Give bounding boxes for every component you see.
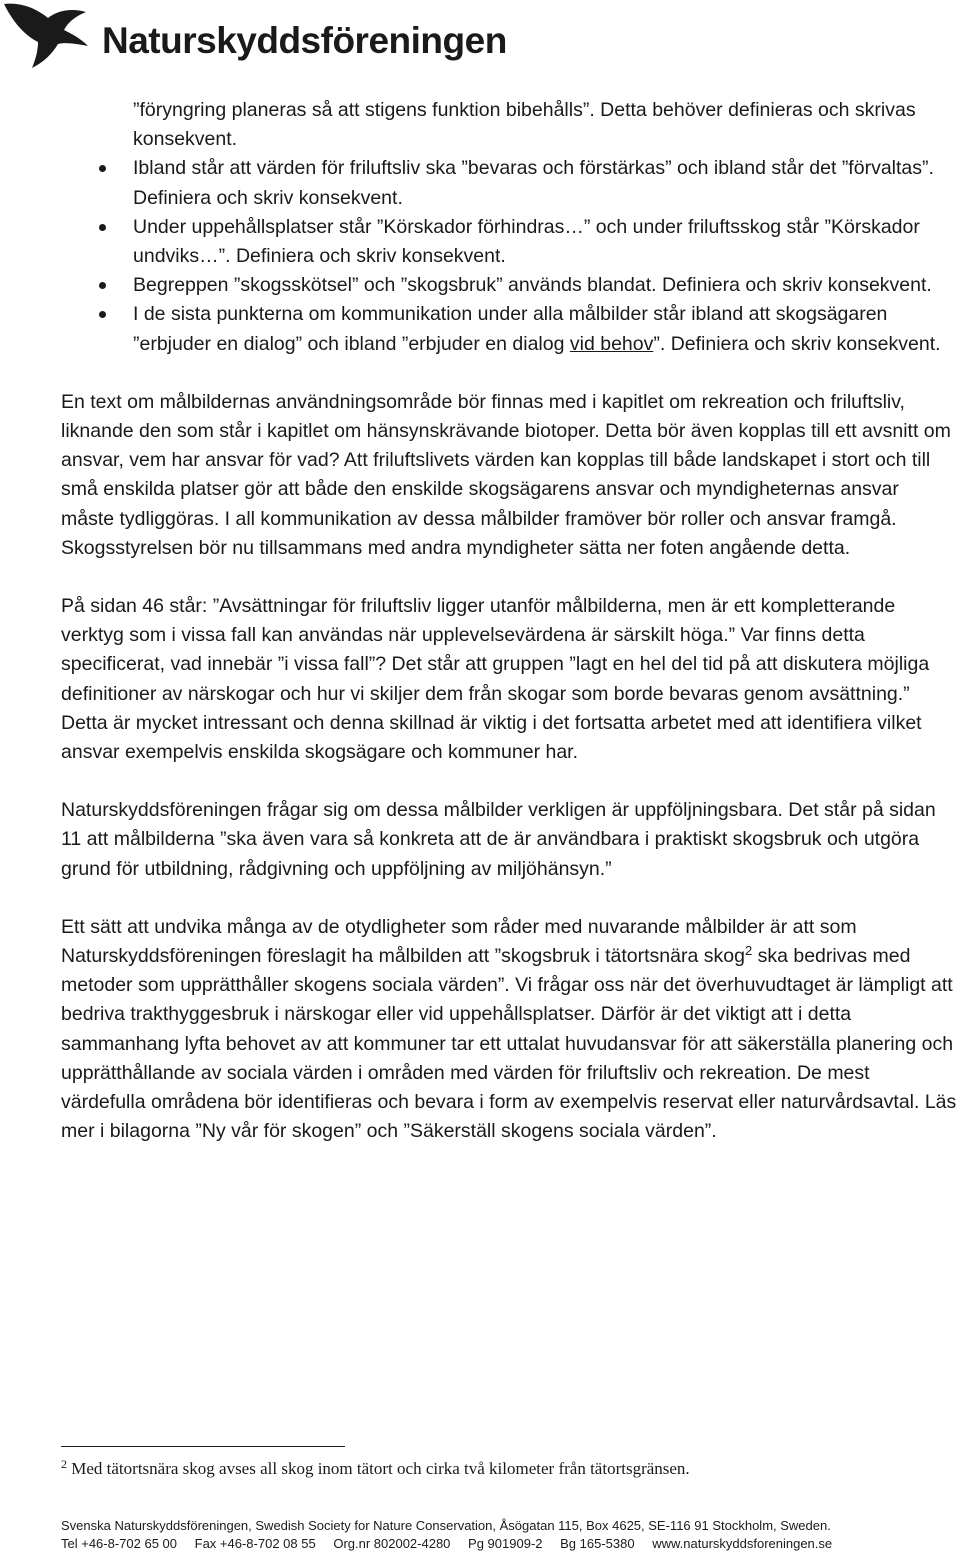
footer-tel: Tel +46-8-702 65 00 — [61, 1536, 178, 1551]
page-footer — [61, 1517, 951, 1553]
footnote-divider — [61, 1446, 345, 1447]
bullet-icon — [99, 311, 106, 318]
list-item — [61, 300, 957, 358]
footer-org: Org.nr 802002-4280 — [333, 1536, 451, 1551]
list-item-text: I de sista punkterna om kommunikation under alla målbilder står ibland att skogsägaren ”erbjuder en dialog” och ibland ”erbjuder en dialog — [133, 303, 888, 355]
footer-contact — [61, 1535, 951, 1553]
list-item-text: ”. Definiera och skriv konsekvent. — [653, 332, 941, 355]
list-item — [61, 271, 957, 300]
list-item-text: Ibland står att värden för friluftsliv ska ”bevaras och förstärkas” och ibland står det ”förvaltas”. Definiera och skriv konsekvent. — [133, 157, 934, 209]
paragraph: En text om målbildernas användningsområde bör finnas med i kapitlet om rekreation och friluftsliv, liknande den som står i kapitlet om hänsynskrävande biotoper. Detta bör även kopplas till ett avsnitt om ansvar, vem har ansvar för vad? Att friluftslivets värden kan kopplas till både landskapet i stort och till små enskilda platser gör att både den enskilde skogsägarens ansvar och myndigheternas ansvar måste tydliggöras. I all kommunikation av dessa målbilder framöver bör roller och ansvar framgå. Skogsstyrelsen bör nu tillsammans med andra myndigheter sätta ner foten angående detta. — [61, 390, 951, 559]
footnote — [61, 1458, 941, 1480]
page-header — [0, 0, 960, 80]
footer-website-link[interactable]: www.naturskyddsforeningen.se — [652, 1536, 833, 1551]
logo-wordmark: Naturskyddsföreningen — [102, 20, 507, 61]
footnote-number: 2 — [61, 1457, 67, 1471]
footer-bg: Bg 165-5380 — [560, 1536, 635, 1551]
bullet-icon — [99, 224, 106, 231]
bird-logo-icon — [2, 0, 92, 70]
paragraph: På sidan 46 står: ”Avsättningar för friluftsliv ligger utanför målbilderna, men är ett kompletterande verktyg som i vissa fall kan användas när upplevelsevärdena är särskilt höga.” Var finns detta specificerat, vad innebär ”i vissa fall”? Det står att gruppen ”lagt en hel del tid på att diskutera möjliga definitioner av närskogar och hur vi skiljer dem från skogar som borde bevaras genom avsättning.” Detta är mycket intressant och denna skillnad är viktig i det fortsatta arbetet med att identifiera vilket ansvar exempelvis enskilda skogsägare och kommuner har. — [61, 595, 930, 764]
list-item — [61, 213, 957, 271]
document-body — [61, 96, 957, 1147]
footnote-reference[interactable]: 2 — [744, 943, 753, 959]
list-item — [61, 96, 957, 154]
paragraph — [61, 913, 957, 1147]
list-item — [61, 154, 957, 212]
paragraph: Naturskyddsföreningen frågar sig om dessa målbilder verkligen är uppföljningsbara. Det står på sidan 11 att målbilderna ”ska även vara så konkreta att de är användbara i praktiskt skogsbruk och utgöra grund för utbildning, rådgivning och uppföljning av miljöhänsyn.” — [61, 799, 936, 880]
list-item-text: Begreppen ”skogsskötsel” och ”skogsbruk” används blandat. Definiera och skriv konsekvent. — [133, 274, 932, 297]
paragraph-text: Ett sätt att undvika många av de otydligheter som råder med nuvarande målbilder är att som Naturskyddsföreningen föreslagit ha målbilden att ”skogsbruk i tätortsnära skog — [61, 915, 857, 968]
footer-fax: Fax +46-8-702 08 55 — [194, 1536, 316, 1551]
list-item-text: Under uppehållsplatser står ”Körskador förhindras…” och under friluftsskog står ”Körskador undviks…”. Definiera och skriv konsekvent. — [133, 215, 920, 268]
footnote-text: Med tätortsnära skog avses all skog inom tätort och cirka två kilometer från tätortsgränsen. — [71, 1459, 690, 1478]
bullet-icon — [99, 165, 106, 172]
footer-pg: Pg 901909-2 — [468, 1536, 543, 1551]
paragraph-text: ska bedrivas med metoder som upprätthåller skogens sociala värden”. Vi frågar oss när det överhuvudtaget är lämpligt att bedriva trakthyggesbruk i närskogar eller vid uppehållsplatser. Därför är det viktigt att i detta sammanhang lyfta behovet av att kommuner tar ett uttalat huvudansvar för att säkerställa planering och upprätthållande av sociala värden i områden med värden för friluftsliv och rekreation. De mest värdefulla områdena bör identifieras och bevara i form av exempelvis reservat eller naturvårdsavtal. Läs mer i bilagorna ”Ny vår för skogen” och ”Säkerställ skogens sociala värden”. — [61, 945, 957, 1143]
footer-address: Svenska Naturskyddsföreningen, Swedish Society for Nature Conservation, Åsögatan 115, Box 4625, SE-116 91 Stockholm, Sweden. — [61, 1518, 831, 1533]
bullet-icon — [99, 282, 106, 289]
bullet-list — [61, 96, 957, 359]
list-item-text: ”föryngring planeras så att stigens funktion bibehålls”. Detta behöver definieras och skrivas konsekvent. — [133, 99, 916, 151]
underlined-text: vid behov — [569, 332, 654, 355]
